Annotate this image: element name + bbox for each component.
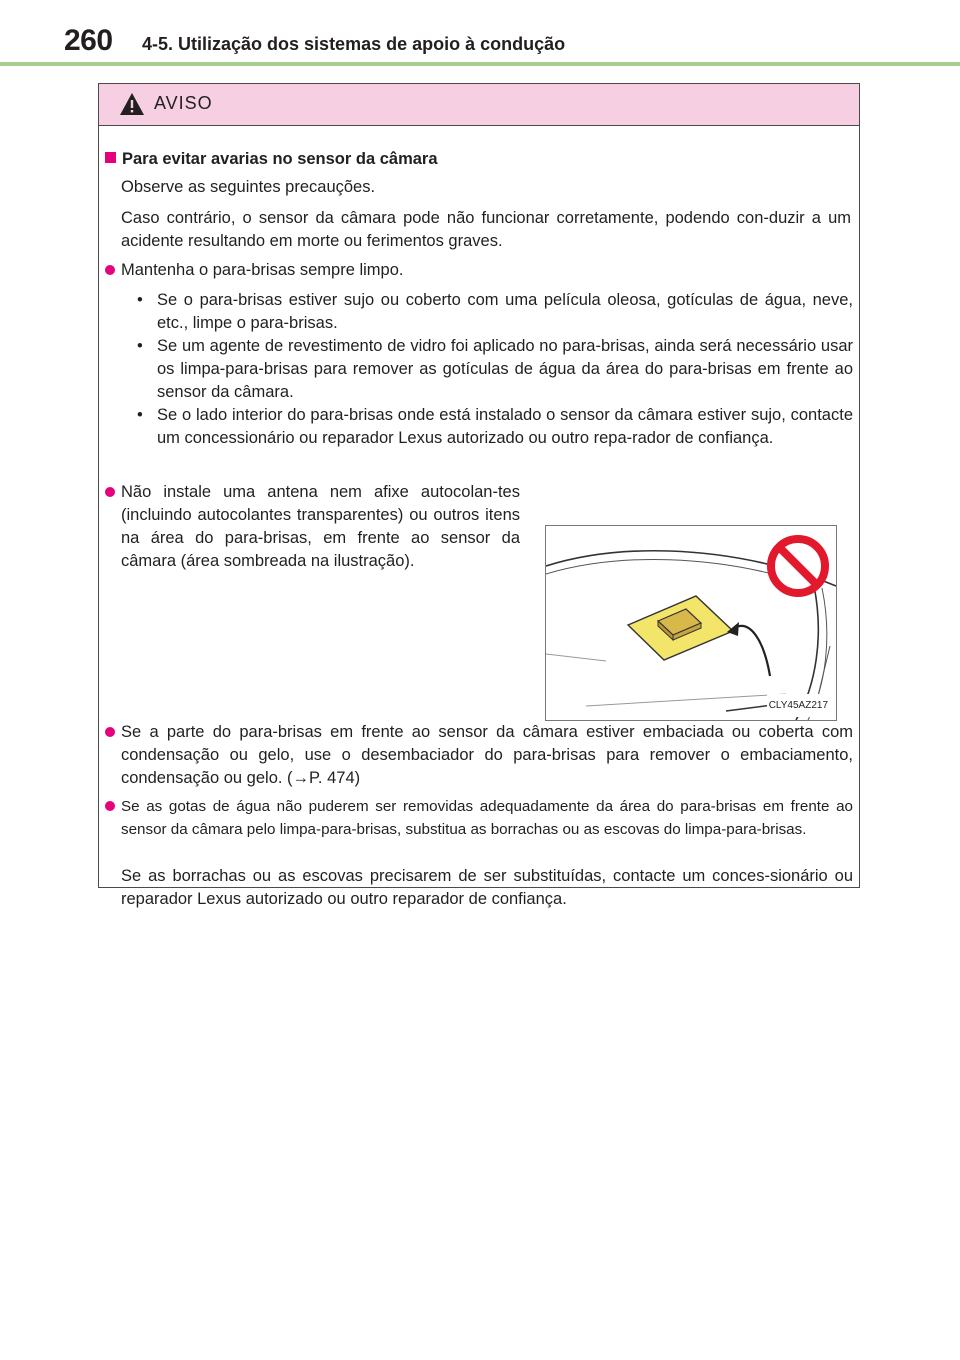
section-title: 4-5. Utilização dos sistemas de apoio à condução — [142, 34, 566, 54]
windshield-sensor-drawing — [546, 526, 836, 720]
warning-heading: Para evitar avarias no sensor da câmara — [105, 148, 438, 171]
sub-item: • Se o para-brisas estiver sujo ou coberto com uma película oleosa, gotículas de água, neve, etc., limpe o para-brisas. — [137, 291, 853, 332]
square-bullet-icon — [105, 152, 116, 163]
small-bullet-icon: • — [137, 291, 143, 309]
small-bullet-icon: • — [137, 337, 143, 355]
warning-box — [98, 83, 860, 908]
intro-paragraph-2: Caso contrário, o sensor da câmara pode não funcionar corretamente, podendo con-duzir a um acidente resultando em morte ou ferimentos graves. — [121, 209, 851, 250]
bullet-keep-clean: Mantenha o para-brisas sempre limpo. — [105, 259, 853, 282]
small-bullet-icon: • — [137, 406, 143, 424]
bullet-wiper-blades: Se as gotas de água não puderem ser removidas adequadamente da área do para-brisas em frente ao sensor da câmara pelo limpa-para-brisas, substitua as borrachas ou as escovas do limpa-para-brisas. — [105, 795, 853, 841]
prohibition-icon — [771, 539, 825, 593]
sub-item: • Se um agente de revestimento de vidro foi aplicado no para-brisas, ainda será necessário usar os limpa-para-brisas para remover as gotículas de água da área do para-brisas em frente ao sensor da câmara. — [137, 337, 853, 401]
intro-paragraph-1: Observe as seguintes precauções. — [121, 178, 376, 196]
warning-triangle-icon — [119, 92, 145, 116]
round-bullet-icon — [105, 265, 115, 275]
windshield-illustration — [545, 525, 837, 721]
warning-header — [99, 84, 859, 126]
header-rule — [0, 62, 960, 66]
sub-item: • Se o lado interior do para-brisas onde está instalado o sensor da câmara estiver sujo, contacte um concessionário ou reparador Lexus autorizado ou outro repa-rador de confiança. — [137, 406, 853, 447]
page-header — [0, 0, 960, 70]
warning-label: AVISO — [154, 93, 213, 113]
wiper-replacement-paragraph: Se as borrachas ou as escovas precisarem de ser substituídas, contacte um conces-sionário ou reparador Lexus autorizado ou outro reparador de confiança. — [121, 867, 853, 908]
round-bullet-icon — [105, 487, 115, 497]
illustration-code: CLY45AZ217 — [767, 694, 830, 717]
page-number: 260 — [64, 24, 113, 57]
round-bullet-icon — [105, 727, 115, 737]
bullet-no-antenna: Não instale uma antena nem afixe autocolan-tes (incluindo autocolantes transparentes) ou outros itens na área do para-brisas, em frente ao sensor da câmara (área sombreada na ilustração). — [105, 481, 520, 573]
bullet-defog: Se a parte do para-brisas em frente ao sensor da câmara estiver embaciada ou coberta com condensação ou gelo, use o desembaciador do para-brisas para remover o embaciamento, condensação ou gelo. (→P. 474) — [105, 721, 853, 790]
round-bullet-icon — [105, 801, 115, 811]
